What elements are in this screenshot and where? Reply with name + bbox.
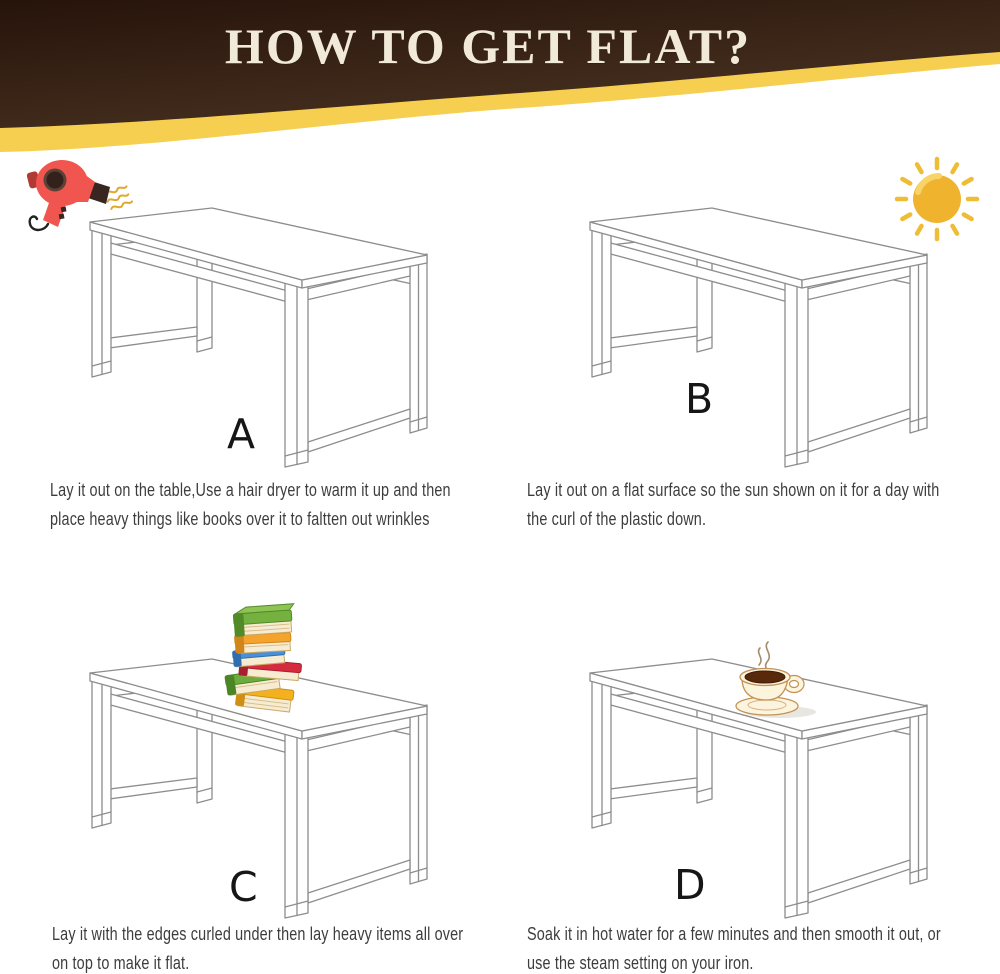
- panel-label-a: A: [227, 410, 256, 458]
- caption-a: [50, 476, 498, 534]
- panel-label-b: B: [685, 375, 714, 423]
- caption-line: use the steam setting on your iron.: [527, 953, 754, 973]
- table-illustration-a: [45, 190, 485, 480]
- caption-line: Lay it out on a flat surface so the sun shown on it for a day with: [527, 480, 940, 500]
- coffee-cup-icon: [722, 636, 832, 724]
- caption-b: [527, 476, 975, 534]
- caption-c: [52, 920, 500, 974]
- caption-line: place heavy things like books over it to faltten out wrinkles: [50, 509, 430, 529]
- panel-label-c: C: [229, 863, 258, 911]
- caption-line: on top to make it flat.: [52, 953, 190, 973]
- caption-line: Soak it in hot water for a few minutes and then smooth it out, or: [527, 924, 941, 944]
- caption-line: Lay it out on the table,Use a hair dryer to warm it up and then: [50, 480, 451, 500]
- table-illustration-b: [545, 190, 985, 480]
- books-stack-icon: [215, 603, 310, 715]
- panel-label-d: D: [674, 861, 706, 909]
- caption-line: Lay it with the edges curled under then lay heavy items all over: [52, 924, 464, 944]
- page-title: HOW TO GET FLAT?: [224, 18, 752, 74]
- caption-d: [527, 920, 975, 974]
- caption-line: the curl of the plastic down.: [527, 509, 707, 529]
